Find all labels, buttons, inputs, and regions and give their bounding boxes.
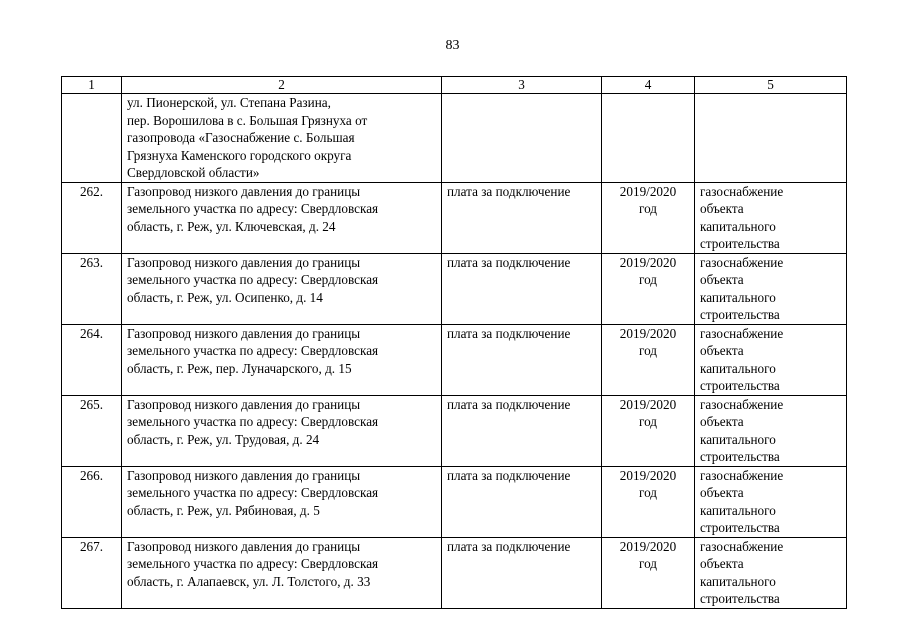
- description-line: земельного участка по адресу: Свердловская: [127, 556, 379, 571]
- period-line: год: [638, 485, 657, 500]
- description-line: область, г. Реж, ул. Рябиновая, д. 5: [127, 502, 320, 518]
- description-cell: [122, 182, 442, 253]
- column-header-2: 2: [122, 77, 442, 94]
- description-line: ул. Пионерской, ул. Степана Разина,: [127, 95, 331, 110]
- description-line: Газопровод низкого давления до границы: [127, 254, 361, 270]
- period-cell: [602, 182, 695, 253]
- purpose-line: капитального: [700, 360, 776, 376]
- description-line: область, г. Алапаевск, ул. Л. Толстого, д. 33: [127, 573, 371, 589]
- purpose-line: объекта: [700, 343, 744, 358]
- description-line: область, г. Реж, пер. Луначарского, д. 15: [127, 360, 352, 376]
- table-row: [62, 466, 847, 537]
- table-row: [62, 395, 847, 466]
- row-number-cell: 267.: [62, 537, 122, 608]
- source-cell: [442, 94, 602, 183]
- table-row: [62, 253, 847, 324]
- description-line: Газопровод низкого давления до границы: [127, 538, 361, 554]
- period-line: 2019/2020: [619, 183, 677, 199]
- description-line: Газопровод низкого давления до границы: [127, 325, 361, 341]
- document-table: [61, 76, 847, 609]
- purpose-cell: [695, 182, 847, 253]
- period-line: год: [638, 272, 657, 287]
- description-line: земельного участка по адресу: Свердловская: [127, 272, 379, 287]
- row-number-cell: 263.: [62, 253, 122, 324]
- period-line: 2019/2020: [619, 467, 677, 483]
- purpose-line: капитального: [700, 289, 776, 305]
- description-line: газопровода «Газоснабжение с. Большая: [127, 130, 355, 145]
- period-line: год: [638, 201, 657, 216]
- purpose-line: капитального: [700, 431, 776, 447]
- purpose-line: газоснабжение: [700, 467, 784, 483]
- period-line: 2019/2020: [619, 325, 677, 341]
- row-number-cell: 265.: [62, 395, 122, 466]
- purpose-cell: [695, 253, 847, 324]
- purpose-cell: [695, 395, 847, 466]
- period-cell: [602, 324, 695, 395]
- description-line: земельного участка по адресу: Свердловская: [127, 201, 379, 216]
- source-cell: плата за подключение: [442, 182, 602, 253]
- description-cell: [122, 324, 442, 395]
- period-cell: [602, 94, 695, 183]
- purpose-line: газоснабжение: [700, 183, 784, 199]
- period-cell: [602, 537, 695, 608]
- purpose-line: объекта: [700, 272, 744, 287]
- page-number: 83: [445, 38, 460, 53]
- purpose-line: объекта: [700, 414, 744, 429]
- description-cell: [122, 94, 442, 183]
- source-cell: плата за подключение: [442, 253, 602, 324]
- source-cell: плата за подключение: [442, 395, 602, 466]
- table-row: [62, 537, 847, 608]
- description-cell: [122, 537, 442, 608]
- description-line: Газопровод низкого давления до границы: [127, 183, 361, 199]
- period-line: год: [638, 414, 657, 429]
- purpose-cell: [695, 324, 847, 395]
- description-line: область, г. Реж, ул. Ключевская, д. 24: [127, 218, 336, 234]
- purpose-line: капитального: [700, 573, 776, 589]
- purpose-line: газоснабжение: [700, 325, 784, 341]
- period-line: 2019/2020: [619, 538, 677, 554]
- purpose-line: строительства: [700, 591, 780, 606]
- purpose-line: строительства: [700, 449, 780, 464]
- purpose-cell: [695, 466, 847, 537]
- table-header-row: [62, 77, 847, 94]
- purpose-line: строительства: [700, 236, 780, 251]
- row-number-cell: 262.: [62, 182, 122, 253]
- table-row: [62, 182, 847, 253]
- purpose-line: газоснабжение: [700, 254, 784, 270]
- row-number-cell: [62, 94, 122, 183]
- description-cell: [122, 466, 442, 537]
- row-number-cell: 266.: [62, 466, 122, 537]
- purpose-line: газоснабжение: [700, 538, 784, 554]
- source-cell: плата за подключение: [442, 537, 602, 608]
- description-line: пер. Ворошилова в с. Большая Грязнуха от: [127, 112, 368, 128]
- column-header-5: 5: [695, 77, 847, 94]
- purpose-line: капитального: [700, 218, 776, 234]
- purpose-line: строительства: [700, 520, 780, 535]
- purpose-cell: [695, 537, 847, 608]
- period-line: год: [638, 556, 657, 571]
- purpose-line: газоснабжение: [700, 396, 784, 412]
- period-line: год: [638, 343, 657, 358]
- source-cell: плата за подключение: [442, 324, 602, 395]
- purpose-line: объекта: [700, 201, 744, 216]
- period-line: 2019/2020: [619, 396, 677, 412]
- purpose-line: капитального: [700, 502, 776, 518]
- description-line: Свердловской области»: [127, 165, 260, 180]
- description-line: Газопровод низкого давления до границы: [127, 396, 361, 412]
- column-header-1: 1: [62, 77, 122, 94]
- description-line: Грязнуха Каменского городского округа: [127, 147, 352, 163]
- purpose-line: строительства: [700, 307, 780, 322]
- description-cell: [122, 395, 442, 466]
- source-cell: плата за подключение: [442, 466, 602, 537]
- purpose-line: строительства: [700, 378, 780, 393]
- description-line: земельного участка по адресу: Свердловская: [127, 343, 379, 358]
- description-line: Газопровод низкого давления до границы: [127, 467, 361, 483]
- description-line: область, г. Реж, ул. Трудовая, д. 24: [127, 431, 320, 447]
- period-line: 2019/2020: [619, 254, 677, 270]
- description-line: земельного участка по адресу: Свердловская: [127, 485, 379, 500]
- period-cell: [602, 466, 695, 537]
- period-cell: [602, 395, 695, 466]
- column-header-4: 4: [602, 77, 695, 94]
- purpose-line: объекта: [700, 485, 744, 500]
- period-cell: [602, 253, 695, 324]
- table-row: [62, 324, 847, 395]
- table-row-continued: [62, 94, 847, 183]
- description-line: земельного участка по адресу: Свердловская: [127, 414, 379, 429]
- description-cell: [122, 253, 442, 324]
- description-line: область, г. Реж, ул. Осипенко, д. 14: [127, 289, 323, 305]
- column-header-3: 3: [442, 77, 602, 94]
- purpose-cell: [695, 94, 847, 183]
- row-number-cell: 264.: [62, 324, 122, 395]
- purpose-line: объекта: [700, 556, 744, 571]
